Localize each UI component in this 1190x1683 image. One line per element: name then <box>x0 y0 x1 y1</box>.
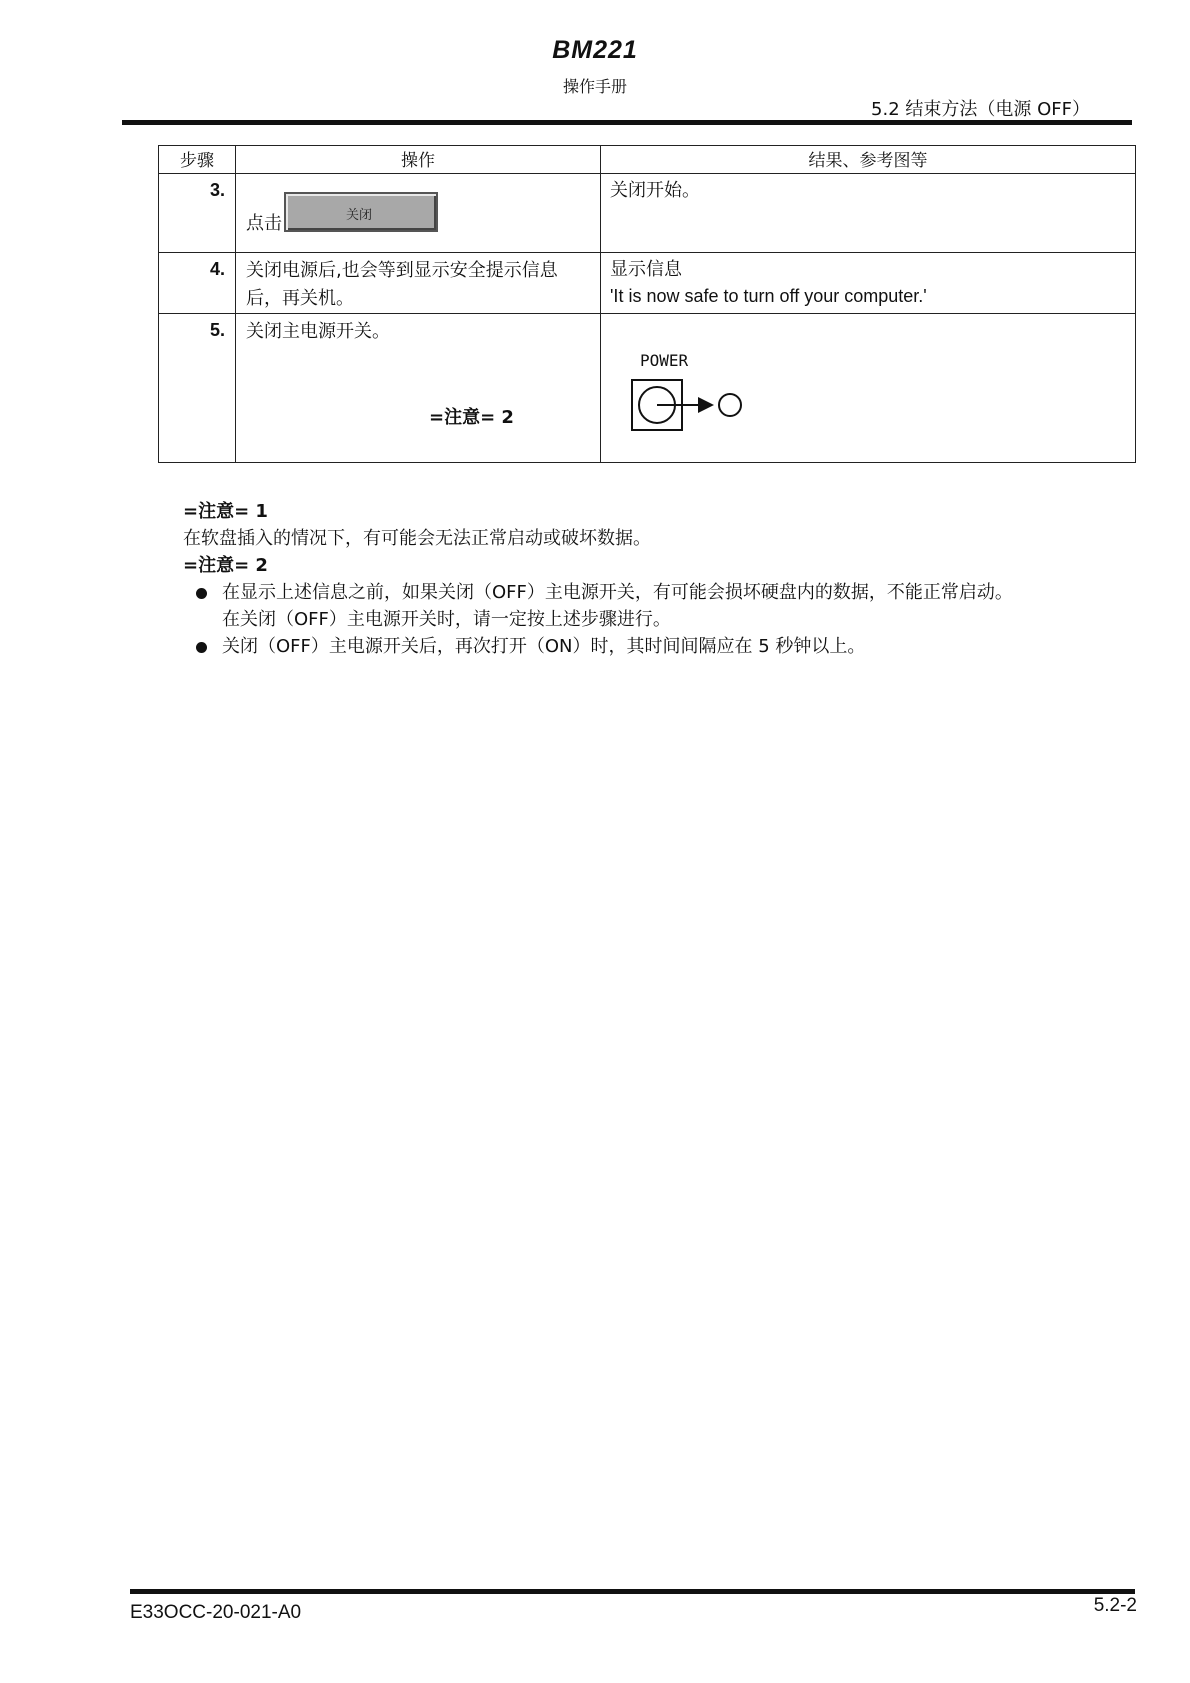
document-title: BM221 <box>552 36 638 64</box>
step-number: 3. <box>159 174 236 253</box>
note-bullet <box>183 633 1103 660</box>
bullet-icon <box>196 642 207 653</box>
header-result: 结果、参考图等 <box>601 146 1136 174</box>
result-cell <box>601 314 1136 463</box>
step-number: 5. <box>159 314 236 463</box>
table-header-row <box>159 146 1136 174</box>
result-line: 显示信息 <box>610 259 682 280</box>
footer-rule <box>130 1589 1135 1594</box>
notes-section <box>183 498 1103 660</box>
section-heading: 5.2 结束方法（电源 OFF） <box>871 99 1090 120</box>
header-operation: 操作 <box>236 146 601 174</box>
operation-text: 关闭主电源开关。 <box>246 321 390 342</box>
document-subtitle: 操作手册 <box>562 77 627 96</box>
steps-table <box>158 145 1136 463</box>
bullet-icon <box>196 588 207 599</box>
result-cell <box>601 253 1136 314</box>
result-cell: 关闭开始。 <box>601 174 1136 253</box>
operation-cell <box>236 314 601 463</box>
operation-cell <box>236 253 601 314</box>
close-button-label: 关闭 <box>346 208 373 223</box>
operation-cell <box>236 174 601 253</box>
operation-text: 关闭电源后,也会等到显示安全提示信息后，再关机。 <box>246 260 558 309</box>
bullet-text-continued: 在关闭（OFF）主电源开关时，请一定按上述步骤进行。 <box>222 609 671 630</box>
close-button-image <box>284 192 438 232</box>
document-code: E33OCC-20-021-A0 <box>130 1602 302 1623</box>
note-1-text: 在软盘插入的情况下，有可能会无法正常启动或破坏数据。 <box>183 528 651 549</box>
power-switch-icon <box>630 376 770 436</box>
page-number: 5.2-2 <box>1093 1595 1137 1616</box>
table-row <box>159 174 1136 253</box>
operation-text: 点击 <box>246 213 282 234</box>
header-step: 步骤 <box>159 146 236 174</box>
note-1-title: =注意= 1 <box>183 501 268 522</box>
note-2-title: =注意= 2 <box>183 555 268 576</box>
step-number: 4. <box>159 253 236 314</box>
bullet-text: 在显示上述信息之前，如果关闭（OFF）主电源开关，有可能会损坏硬盘内的数据，不能正常启动。 <box>222 582 1013 603</box>
header-rule <box>122 120 1132 125</box>
bullet-text: 关闭（OFF）主电源开关后，再次打开（ON）时，其时间间隔应在 5 秒钟以上。 <box>222 636 866 657</box>
table-row <box>159 314 1136 463</box>
note-reference: =注意= 2 <box>429 407 514 428</box>
table-row <box>159 253 1136 314</box>
result-message: 'It is now safe to turn off your computer.' <box>610 286 927 306</box>
note-bullet <box>183 579 1103 633</box>
power-label: POWER <box>640 351 689 370</box>
